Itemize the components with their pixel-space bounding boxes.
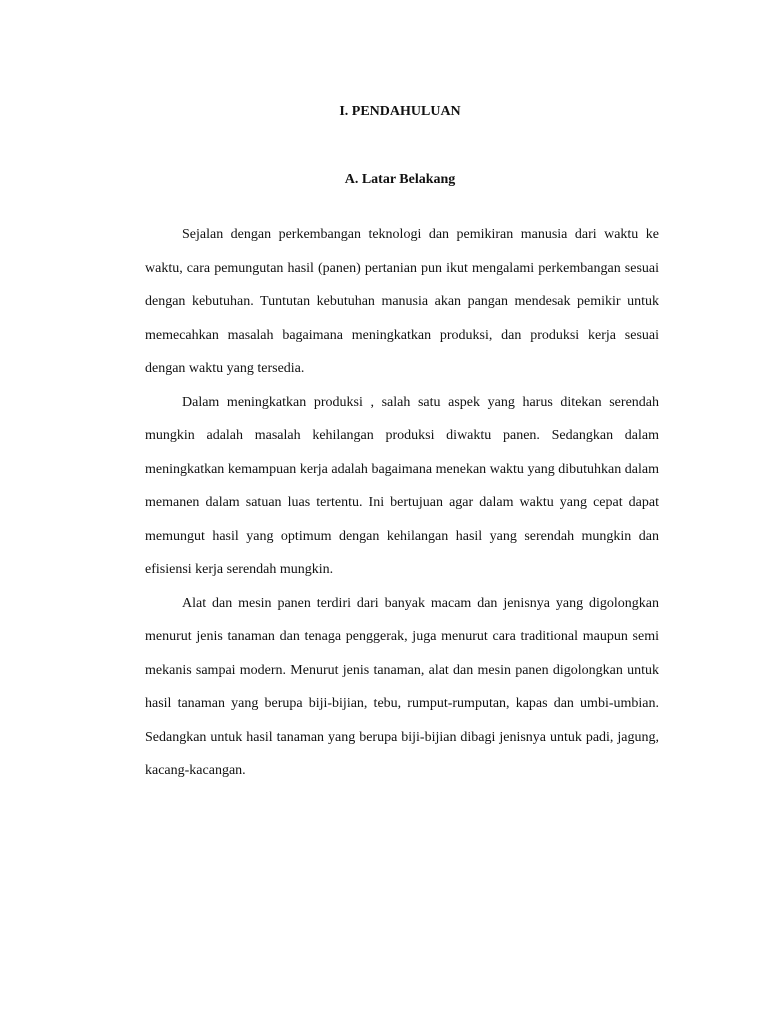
paragraph-3: Alat dan mesin panen terdiri dari banyak macam dan jenisnya yang digolongkan menurut jenis tanaman dan tenaga penggerak, juga menurut cara traditional maupun semi mekanis sampai modern. Menurut jenis tanaman, alat dan mesin panen digolongkan untuk hasil tanaman yang berupa biji-bijian, tebu, rumput-rumputan, kapas dan umbi-umbian. Sedangkan untuk hasil tanaman yang berupa biji-bijian dibagi jenisnya untuk padi, jagung, kacang-kacangan. [145,595,659,778]
paragraph-1: Sejalan dengan perkembangan teknologi dan pemikiran manusia dari waktu ke waktu, cara pemungutan hasil (panen) pertanian pun ikut mengalami perkembangan sesuai dengan kebutuhan. Tuntutan kebutuhan manusia akan pangan mendesak pemikir untuk memecahkan masalah bagaimana meningkatkan produksi, dan produksi kerja sesuai dengan waktu yang tersedia. [145,227,659,376]
body-text [145,218,659,788]
chapter-title: I. PENDAHULUAN [339,104,461,119]
paragraph-2: Dalam meningkatkan produksi , salah satu aspek yang harus ditekan serendah mungkin adalah masalah kehilangan produksi diwaktu panen. Sedangkan dalam meningkatkan kemampuan kerja adalah bagaimana menekan waktu yang dibutuhkan dalam memanen dalam satuan luas tertentu. Ini bertujuan agar dalam waktu yang cepat dapat memungut hasil yang optimum dengan kehilangan hasil yang serendah mungkin dan efisiensi kerja serendah mungkin. [145,394,659,577]
section-title: A. Latar Belakang [344,172,456,187]
